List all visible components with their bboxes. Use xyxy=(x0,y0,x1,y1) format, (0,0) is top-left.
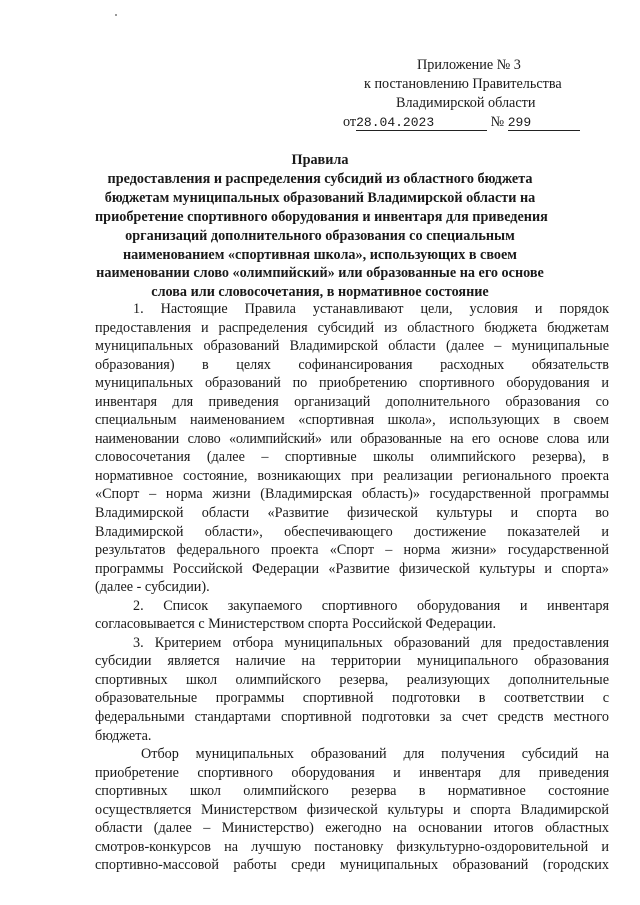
text-line: результатов федерального проекта «Спорт – норма жизни» государственной xyxy=(95,542,609,559)
text-line: согласовывается с Министерством спорта Российской Федерации. xyxy=(95,616,497,633)
paragraph-3 xyxy=(95,634,609,745)
document-body xyxy=(95,300,609,875)
text-line: спортивных школ олимпийского резерва, реализующих дополнительные xyxy=(95,671,609,688)
paragraph-1 xyxy=(95,300,609,597)
text-line: смотров-конкурсов на лучшую постановку физкультурно-оздоровительной и xyxy=(95,838,609,855)
text-line: спортивно-массовой работы среди муниципальных образований (городских xyxy=(95,857,609,874)
text-line: «Спорт – норма жизни (Владимирская область)» государственной программы xyxy=(95,486,609,503)
paragraph-4 xyxy=(95,745,609,875)
title-line: бюджетам муниципальных образований Владимирской области на xyxy=(104,189,536,206)
title-line: наименовании слово «олимпийский» или образованные на его основе xyxy=(96,265,544,282)
title-heading: Правила xyxy=(291,152,349,168)
title-line: слова или словосочетания, в нормативное состояние xyxy=(151,284,489,301)
title-line: организаций дополнительного образования со специальным xyxy=(125,227,515,244)
text-line: Владимирской области «Развитие физической культуры и спорта во xyxy=(95,505,609,522)
appendix-number: Приложение № 3 xyxy=(417,57,521,73)
text-line: области (далее – Министерство) ежегодно на основании итогов областных xyxy=(95,820,609,837)
text-line: 2. Список закупаемого спортивного оборудования и инвентаря xyxy=(133,597,609,614)
text-line: 1. Настоящие Правила устанавливают цели, условия и порядок xyxy=(133,301,609,317)
resolution-date: 28.04.2023 xyxy=(356,115,487,131)
appendix-region: Владимирской области xyxy=(396,95,536,111)
text-line: осуществляется Министерством физической культуры и спорта Владимирской xyxy=(95,801,609,818)
text-line: приобретение спортивного оборудования и инвентаря для приведения xyxy=(95,764,609,781)
text-line: инвентаря для приведения организаций дополнительного образования со xyxy=(95,393,609,410)
paragraph-2 xyxy=(95,597,609,634)
from-label: от xyxy=(343,114,357,130)
appendix-header xyxy=(340,56,610,132)
resolution-number: 299 xyxy=(508,115,580,131)
text-line: муниципальных образований по приобретению спортивного оборудования и xyxy=(95,375,609,392)
text-line: специальным наименованием «спортивная школа», использующих в своем xyxy=(95,412,609,429)
scan-mark xyxy=(115,14,117,16)
appendix-date-number xyxy=(340,113,610,132)
text-line: образовательные программы спортивной подготовки в соответствии с xyxy=(95,690,609,707)
appendix-resolution: к постановлению Правительства xyxy=(364,76,562,92)
text-line: спортивных школ олимпийского резерва в нормативное состояние xyxy=(95,783,609,800)
text-line: Отбор муниципальных образований для получения субсидий на xyxy=(141,746,609,763)
number-label: № xyxy=(490,114,505,130)
text-line: программы Российской Федерации «Развитие физической культуры и спорта» xyxy=(95,560,609,577)
text-line: наименовании слово «олимпийский» или образованные на его основе слова или xyxy=(95,430,609,447)
text-line: словосочетания (далее – спортивные школы олимпийского резерва), в xyxy=(95,449,609,466)
document-title xyxy=(95,151,548,302)
text-line: образования) в целях софинансирования расходных обязательств xyxy=(95,356,609,373)
text-line: муниципальных образований Владимирской области (далее – муниципальные xyxy=(95,338,609,355)
title-line: наименованием «спортивная школа», использующих в своем xyxy=(123,246,517,263)
text-line: федеральными стандартами спортивной подготовки за счет средств местного xyxy=(95,709,609,726)
text-line: субсидии является наличие на территории муниципального образования xyxy=(95,653,609,670)
text-line: нормативное состояние, возникающих при реализации регионального проекта xyxy=(95,467,609,484)
text-line: (далее - субсидии). xyxy=(95,579,210,596)
text-line: предоставления и распределения субсидий из областного бюджета бюджетам xyxy=(95,319,609,336)
title-line: приобретение спортивного оборудования и инвентаря для приведения xyxy=(95,208,548,225)
title-line: предоставления и распределения субсидий из областного бюджета xyxy=(107,170,533,187)
text-line: Владимирской области», обеспечивающего достижение показателей и xyxy=(95,523,609,540)
text-line: бюджета. xyxy=(95,727,152,744)
text-line: 3. Критерием отбора муниципальных образований для предоставления xyxy=(133,634,609,651)
